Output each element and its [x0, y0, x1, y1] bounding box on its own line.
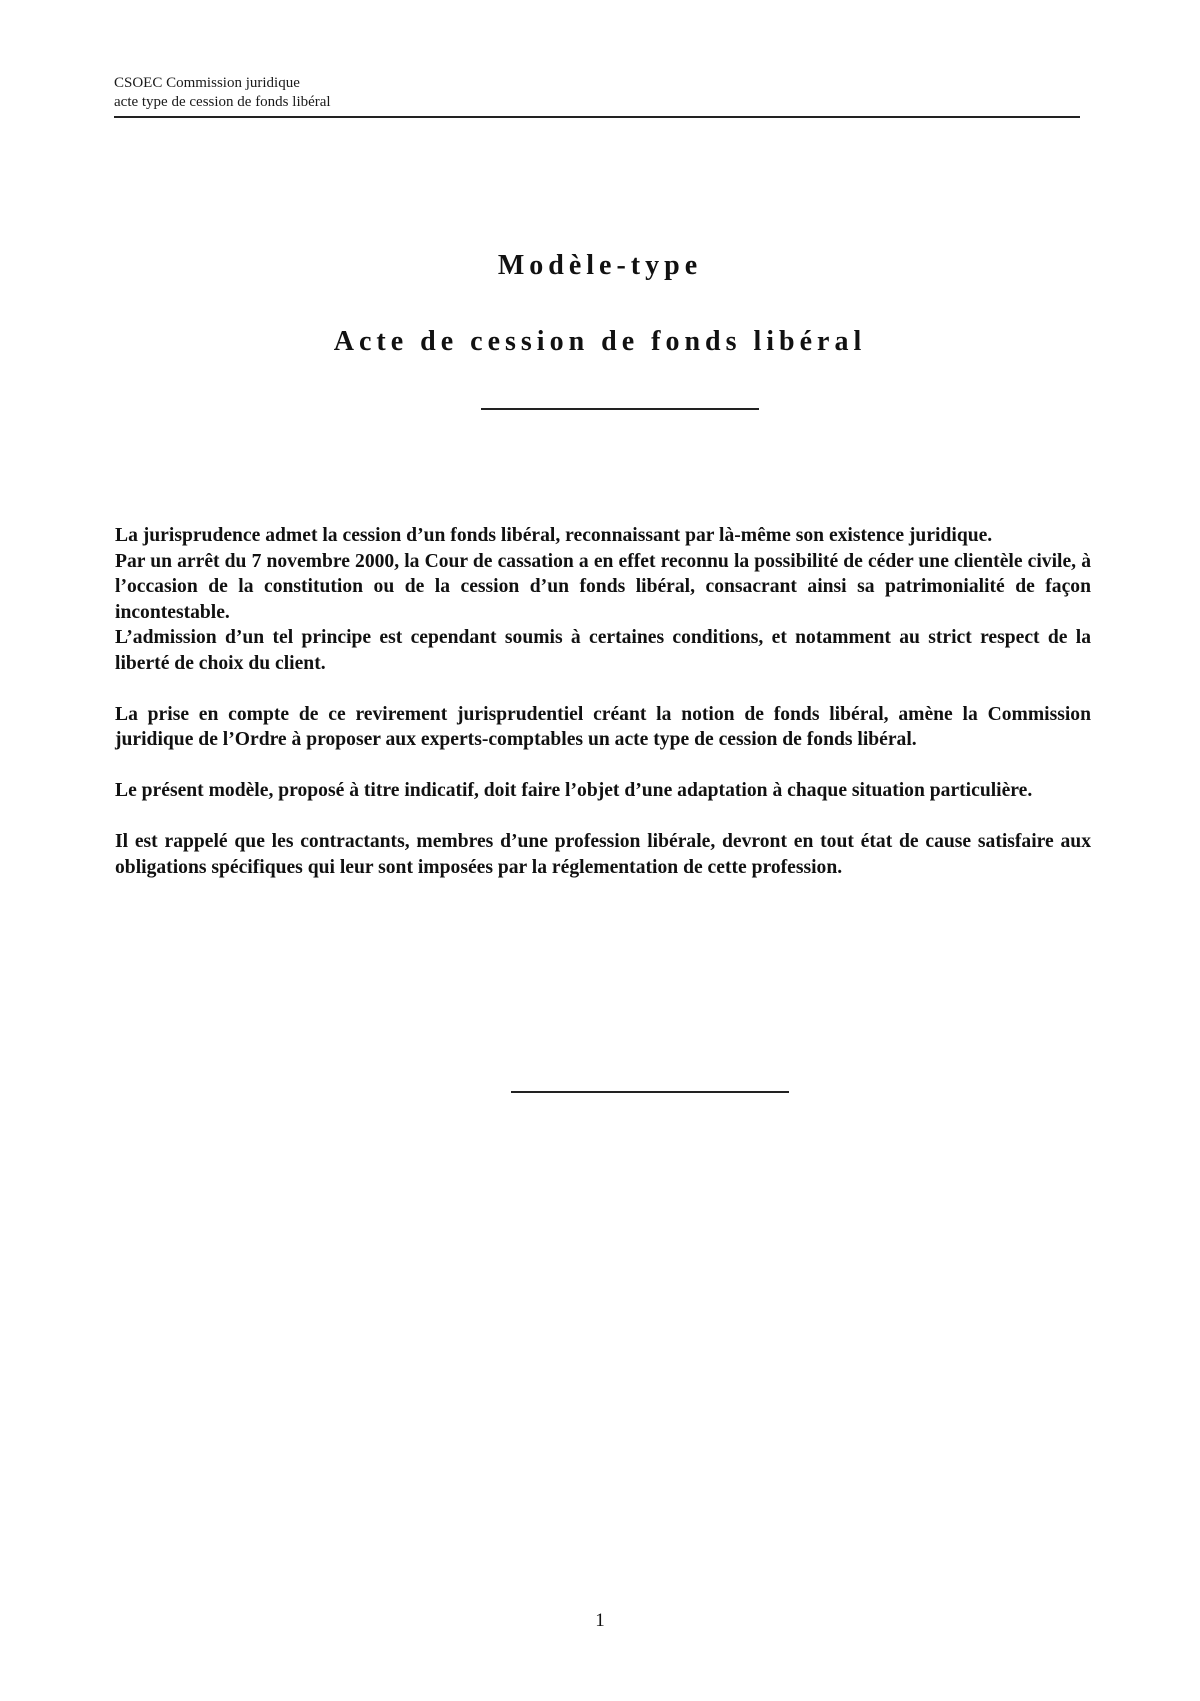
- paragraph: L’admission d’un tel principe est cependant soumis à certaines conditions, et notamment au strict respect de la liberté de choix du client.: [115, 627, 1091, 674]
- paragraph: Il est rappelé que les contractants, membres d’une profession libérale, devront en tout état de cause satisfaire aux obligations spécifiques qui leur sont imposées par la réglementation de cette profession.: [115, 831, 1091, 878]
- paragraph: La jurisprudence admet la cession d’un fonds libéral, reconnaissant par là-même son existence juridique.: [115, 525, 993, 546]
- paragraph: Par un arrêt du 7 novembre 2000, la Cour de cassation a en effet reconnu la possibilité de céder une clientèle civile, à l’occasion de la constitution ou de la cession d’un fonds libéral, consacrant ainsi sa patrimonialité de façon incontestable.: [115, 550, 1091, 623]
- page-number: 1: [595, 1610, 605, 1631]
- document-title: Modèle-type: [497, 250, 703, 281]
- running-header: [114, 74, 1079, 112]
- title-separator: [481, 408, 759, 410]
- document-body: [115, 523, 1091, 880]
- paragraph: La prise en compte de ce revirement jurisprudentiel créant la notion de fonds libéral, amène la Commission juridique de l’Ordre à proposer aux experts-comptables un acte type de cession de fonds libéral.: [115, 703, 1091, 750]
- closing-separator: [511, 1091, 789, 1093]
- header-organization: CSOEC Commission juridique: [114, 75, 300, 91]
- paragraph: Le présent modèle, proposé à titre indicatif, doit faire l’objet d’une adaptation à chaque situation particulière.: [115, 780, 1033, 801]
- document-subtitle: Acte de cession de fonds libéral: [333, 326, 867, 357]
- header-divider: [114, 116, 1080, 118]
- header-document-subject: acte type de cession de fonds libéral: [114, 94, 331, 110]
